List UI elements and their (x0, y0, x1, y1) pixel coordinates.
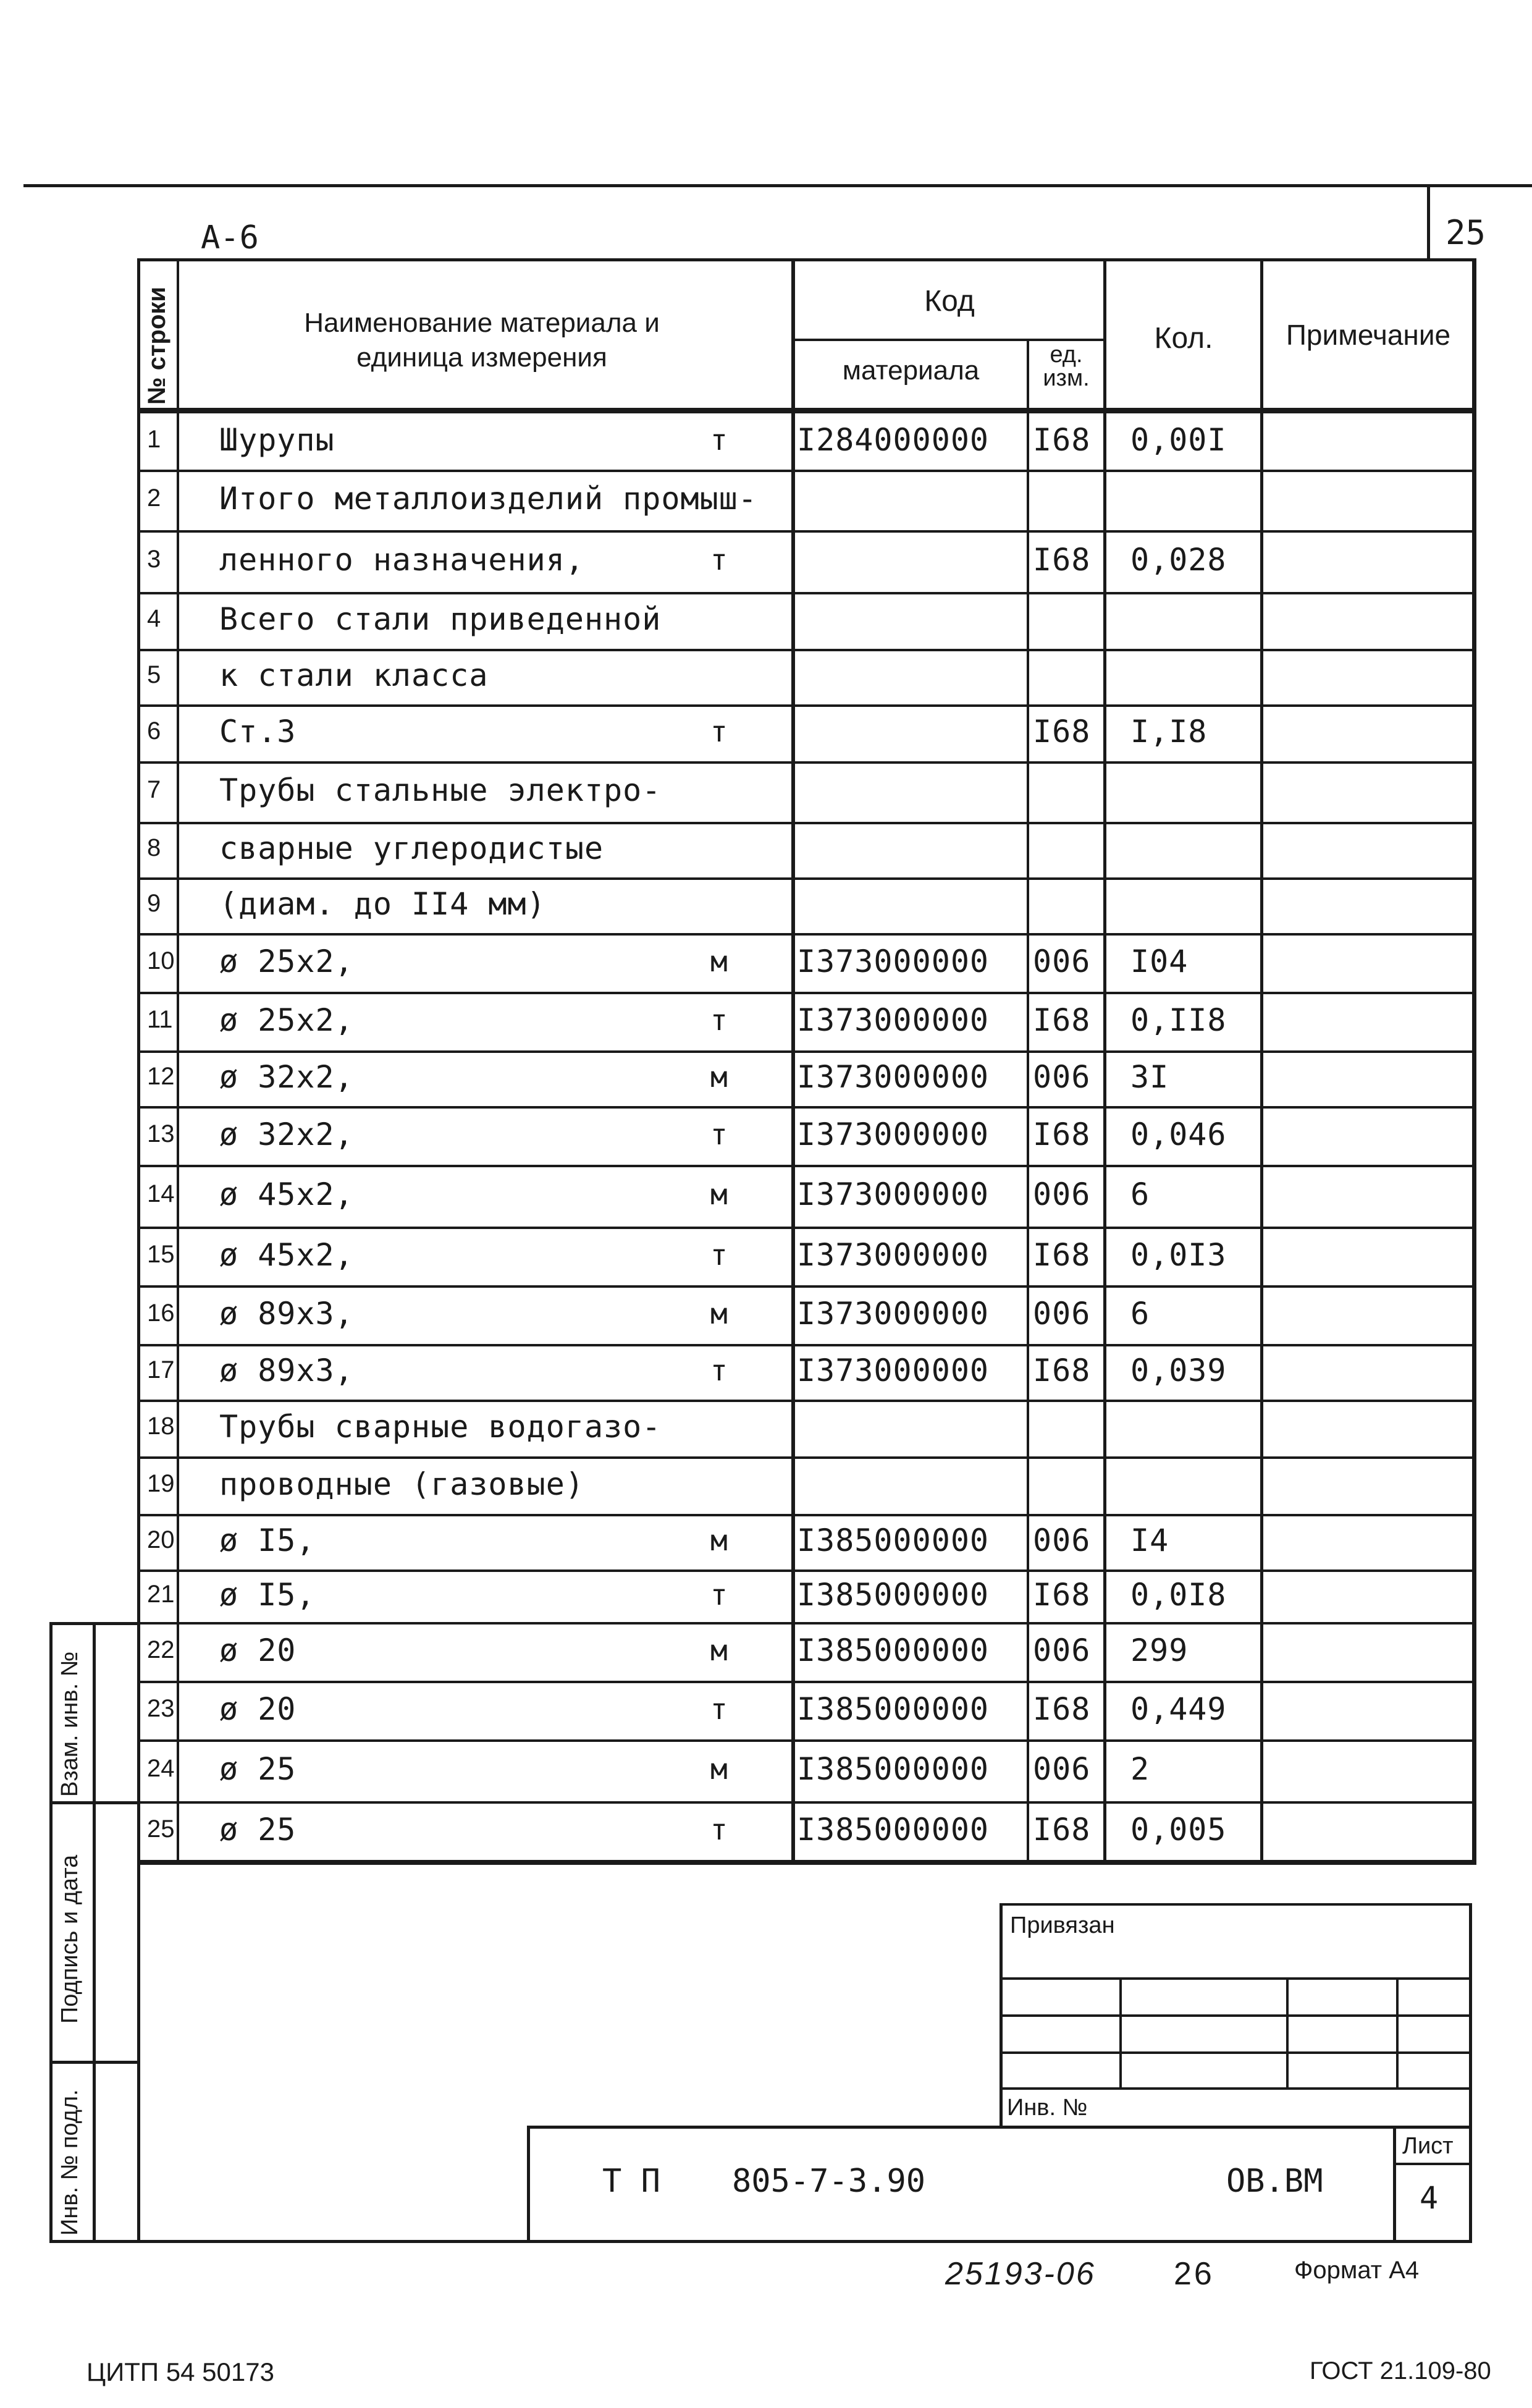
row-name: ø 20 (219, 1691, 297, 1727)
row-qty: I04 (1130, 943, 1189, 979)
row-name: Всего стали приведенной (219, 601, 662, 637)
row-name: ø 89x3, (219, 1353, 354, 1388)
row-unit-code: I68 (1033, 542, 1091, 578)
row-unit-code: I68 (1033, 422, 1091, 458)
row-qty: 3I (1130, 1059, 1169, 1095)
row-name: ленного назначения, (219, 542, 584, 578)
row-qty: I,I8 (1130, 714, 1208, 750)
row-unit: т (710, 715, 728, 749)
row-qty: 0,046 (1130, 1116, 1227, 1152)
row-unit-code: I68 (1033, 1811, 1091, 1848)
row-qty: 0,0I3 (1130, 1236, 1227, 1273)
row-code: I385000000 (797, 1811, 990, 1848)
row-code: I373000000 (797, 943, 990, 979)
row-unit-code: 006 (1033, 1177, 1091, 1212)
row-number: 8 (147, 834, 161, 862)
row-name: Трубы сварные водогазо- (219, 1409, 662, 1445)
row-number: 4 (147, 605, 161, 633)
row-code: I385000000 (797, 1691, 990, 1727)
row-code: I385000000 (797, 1576, 990, 1613)
row-code: I373000000 (797, 1116, 990, 1152)
row-name: ø I5, (219, 1576, 316, 1613)
row-unit: т (710, 1812, 728, 1846)
row-number: 11 (147, 1005, 173, 1033)
row-number: 3 (147, 546, 161, 573)
doc-suffix: ОВ.ВМ (1226, 2163, 1323, 2200)
row-unit: м (710, 1524, 728, 1558)
row-name: ø 25 (219, 1751, 297, 1787)
footer-left-code: ЦИТП 54 50173 (86, 2357, 274, 2386)
row-number: 23 (147, 1694, 175, 1722)
row-number: 5 (147, 661, 161, 689)
row-name: ø 25 (219, 1811, 297, 1848)
row-unit: т (710, 1117, 728, 1151)
row-unit-code: 006 (1033, 1751, 1091, 1787)
row-unit-code: 006 (1033, 943, 1091, 979)
note-header: Примечание (1286, 319, 1451, 351)
row-name: ø 45x2, (219, 1177, 354, 1212)
inv-no-label: Инв. № (1007, 2095, 1088, 2121)
doc-tp: Т П (602, 2163, 660, 2200)
row-unit: м (710, 1060, 728, 1094)
qty-header: Кол. (1154, 322, 1213, 355)
doc-number: 805-7-3.90 (732, 2163, 926, 2200)
row-name: ø 25x2, (219, 1002, 354, 1038)
row-number: 10 (147, 947, 175, 974)
row-name: сварные углеродистые (219, 830, 604, 866)
row-unit: м (710, 1296, 728, 1330)
name-header: Наименование материала и единица измерения (304, 308, 660, 373)
row-unit-code: 006 (1033, 1523, 1091, 1558)
row-code: I385000000 (797, 1751, 990, 1787)
row-code: I373000000 (797, 1177, 990, 1212)
sheet-value: 4 (1420, 2180, 1439, 2216)
row-name: проводные (газовые) (219, 1466, 584, 1502)
row-name: ø 32x2, (219, 1116, 354, 1152)
row-number: 20 (147, 1526, 175, 1554)
row-unit: м (710, 944, 728, 978)
row-code: I385000000 (797, 1523, 990, 1558)
row-number: 21 (147, 1580, 175, 1608)
row-unit: т (710, 1003, 728, 1037)
row-unit-code: I68 (1033, 1353, 1091, 1388)
code-unit-header: ед. изм. (1043, 342, 1090, 391)
row-code: I373000000 (797, 1236, 990, 1273)
row-code: I284000000 (797, 422, 990, 458)
row-unit: т (710, 1578, 728, 1612)
row-qty: 0,028 (1130, 542, 1227, 578)
row-unit-code: I68 (1033, 1691, 1091, 1727)
row-code: I385000000 (797, 1632, 990, 1668)
row-unit-code: I68 (1033, 1576, 1091, 1613)
sign-label: Подпись и дата (57, 1854, 83, 2024)
row-number: 6 (147, 717, 161, 745)
row-unit: т (710, 543, 728, 577)
row-name: ø I5, (219, 1523, 316, 1558)
row-unit: м (710, 1178, 728, 1212)
footer-number: 26 (1174, 2256, 1214, 2292)
row-number-header: № строки (143, 286, 170, 405)
row-unit-code: 006 (1033, 1295, 1091, 1332)
row-unit-code: I68 (1033, 714, 1091, 750)
row-qty: 0,II8 (1130, 1002, 1227, 1038)
row-number: 15 (147, 1240, 175, 1268)
sheet-label: Лист (1402, 2133, 1454, 2159)
row-unit: т (710, 1238, 728, 1272)
row-qty: 0,00I (1130, 422, 1227, 458)
privyazan-label: Привязан (1010, 1912, 1115, 1938)
row-number: 12 (147, 1063, 175, 1091)
row-name: Шурупы (219, 422, 335, 458)
row-unit: т (710, 423, 728, 457)
row-number: 18 (147, 1413, 175, 1440)
handwritten-number: 25193-06 (945, 2256, 1096, 2292)
row-unit-code: I68 (1033, 1236, 1091, 1273)
row-code: I373000000 (797, 1295, 990, 1332)
row-number: 24 (147, 1755, 175, 1783)
code-material-header: материала (842, 355, 980, 386)
row-number: 14 (147, 1180, 175, 1208)
row-unit: т (710, 1692, 728, 1726)
row-number: 13 (147, 1120, 175, 1147)
row-qty: 0,449 (1130, 1691, 1227, 1727)
row-number: 1 (147, 426, 161, 454)
row-qty: 0,039 (1130, 1353, 1227, 1388)
row-qty: I4 (1130, 1523, 1169, 1558)
row-unit: м (710, 1633, 728, 1667)
row-name: Итого металлоизделий промыш- (219, 481, 757, 517)
row-number: 9 (147, 890, 161, 918)
row-name: Трубы стальные электро- (219, 772, 662, 808)
row-qty: 6 (1130, 1295, 1150, 1332)
row-number: 7 (147, 776, 161, 804)
format-label: Формат А4 (1294, 2257, 1420, 2284)
row-name: ø 20 (219, 1632, 297, 1668)
row-qty: 2 (1130, 1751, 1150, 1787)
row-number: 25 (147, 1815, 175, 1843)
row-name: к стали класса (219, 657, 489, 693)
row-qty: 0,0I8 (1130, 1576, 1227, 1613)
row-name: ø 89x3, (219, 1295, 354, 1332)
row-name: ø 32x2, (219, 1059, 354, 1095)
row-code: I373000000 (797, 1059, 990, 1095)
row-qty: 299 (1130, 1632, 1189, 1668)
row-unit-code: 006 (1033, 1632, 1091, 1668)
sheet-code: А-6 (201, 219, 259, 256)
row-code: I373000000 (797, 1353, 990, 1388)
row-name: ø 45x2, (219, 1236, 354, 1273)
row-unit-code: 006 (1033, 1059, 1091, 1095)
row-number: 22 (147, 1636, 175, 1663)
code-header: Код (924, 285, 975, 318)
inv-label: Инв. № подл. (57, 2089, 83, 2236)
row-qty: 6 (1130, 1177, 1150, 1212)
row-qty: 0,005 (1130, 1811, 1227, 1848)
row-number: 19 (147, 1469, 175, 1497)
row-number: 16 (147, 1299, 175, 1327)
row-name: ø 25x2, (219, 943, 354, 979)
page-number: 25 (1446, 213, 1486, 252)
row-name: Ст.3 (219, 714, 297, 750)
row-unit-code: I68 (1033, 1116, 1091, 1152)
row-number: 2 (147, 484, 161, 512)
row-number: 17 (147, 1356, 175, 1384)
row-unit: м (710, 1752, 728, 1786)
row-unit-code: I68 (1033, 1002, 1091, 1038)
footer-gost: ГОСТ 21.109-80 (1310, 2357, 1491, 2385)
row-code: I373000000 (797, 1002, 990, 1038)
row-name: (диам. до II4 мм) (219, 886, 546, 922)
row-unit: т (710, 1354, 728, 1388)
vzam-label: Взам. инв. № (57, 1651, 83, 1797)
